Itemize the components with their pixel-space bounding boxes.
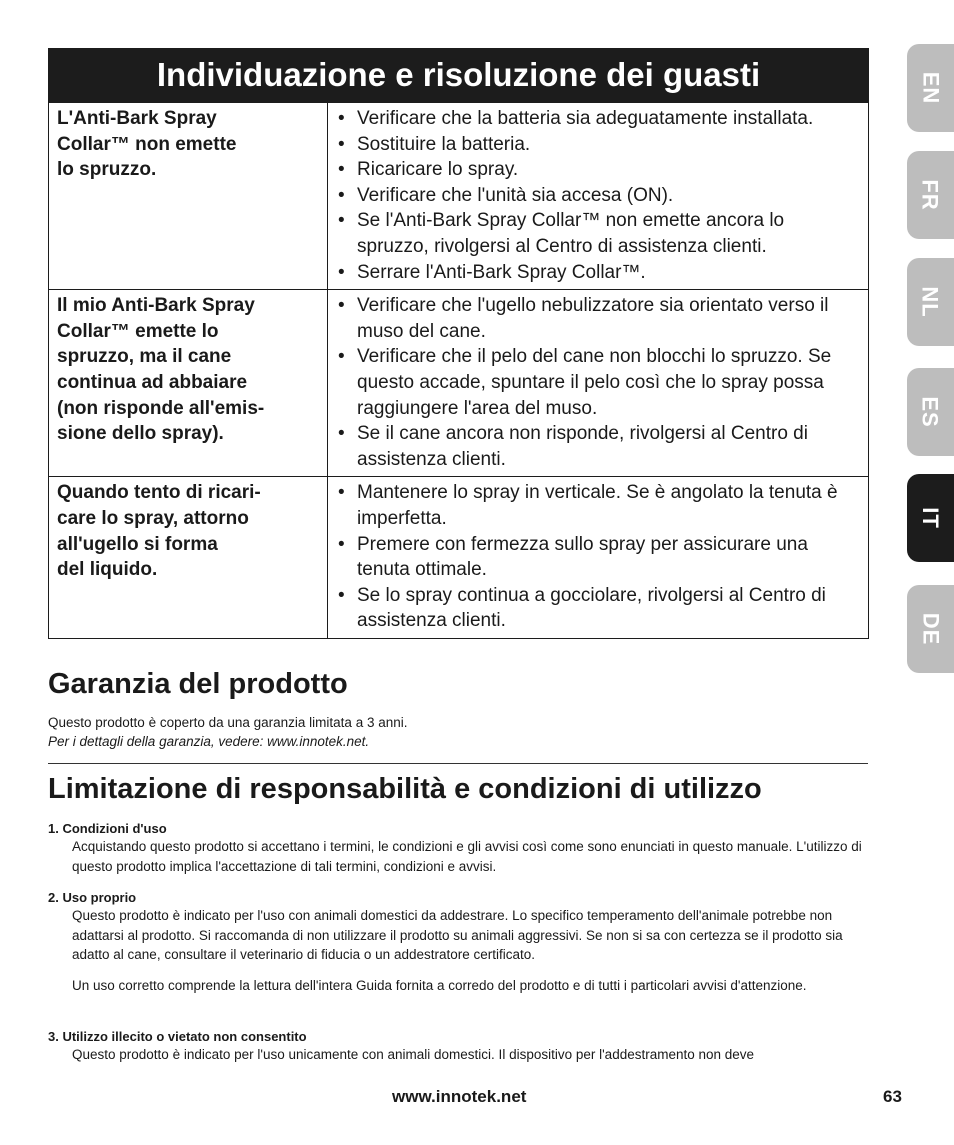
problem-line: all'ugello si forma <box>57 533 218 555</box>
solution-item: • Verificare che l'ugello nebulizzatore sia orientato verso il muso del cane. <box>338 293 860 344</box>
section-title: 2. Uso proprio <box>48 890 137 905</box>
solution-item: • Sostituire la batteria. <box>338 132 860 158</box>
section-paragraph: Questo prodotto è indicato per l'uso unicamente con animali domestici. Il dispositivo per l'addestramento non deve <box>72 1047 755 1062</box>
problem-cell <box>49 477 328 639</box>
warranty-heading: Garanzia del prodotto <box>48 668 348 700</box>
problem-cell <box>49 290 328 477</box>
section-paragraph: Questo prodotto è indicato per l'uso con animali domestici da addestrare. Lo specifico temperamento dell'animale potrebbe non adattarsi al prodotto. Si raccomanda di non utilizzare il prodotto su animali aggressivi. Se non si sa con certezza se il prodotto sia adatto al cane, consultare il veterinario di fiducia o un addestratore certificato. <box>72 908 843 962</box>
solution-list <box>338 106 860 285</box>
warranty-details: Per i dettagli della garanzia, vedere: www.innotek.net. <box>48 734 370 749</box>
table-row <box>49 290 869 477</box>
tab-label: DE <box>918 612 943 646</box>
problem-line: Il mio Anti-Bark Spray <box>57 295 255 317</box>
problem-line: Quando tento di ricari- <box>57 482 261 504</box>
troubleshooting-table <box>48 102 869 639</box>
solution-item: • Premere con fermezza sullo spray per assicurare una tenuta ottimale. <box>338 532 860 583</box>
section-title: 3. Utilizzo illecito o vietato non consentito <box>48 1029 307 1044</box>
solution-item: • Mantenere lo spray in verticale. Se è angolato la tenuta è imperfetta. <box>338 480 860 531</box>
solution-item: • Ricaricare lo spray. <box>338 157 860 183</box>
tab-label: NL <box>917 286 943 318</box>
problem-line: (non risponde all'emis- <box>57 397 265 419</box>
problem-line: care lo spray, attorno <box>57 507 249 529</box>
tab-label: FR <box>917 179 943 211</box>
tab-it[interactable] <box>907 474 954 562</box>
solution-item: • Se il cane ancora non risponde, rivolgersi al Centro di assistenza clienti. <box>338 421 860 472</box>
problem-line: spruzzo, ma il cane <box>57 346 232 368</box>
tab-label: ES <box>917 396 943 428</box>
solution-item: • Serrare l'Anti-Bark Spray Collar™. <box>338 260 860 286</box>
page-number: 63 <box>883 1087 902 1106</box>
solution-item: • Verificare che il pelo del cane non blocchi lo spruzzo. Se questo accade, spuntare il pelo così che lo spray possa raggiungere l'area del muso. <box>338 344 860 421</box>
tab-nl[interactable] <box>907 258 954 346</box>
problem-line: continua ad abbaiare <box>57 371 248 393</box>
warranty-text: Questo prodotto è coperto da una garanzia limitata a 3 anni. <box>48 715 408 730</box>
problem-cell <box>49 103 328 290</box>
solution-list <box>338 293 860 472</box>
divider <box>48 763 868 764</box>
solution-cell <box>328 103 869 290</box>
problem-line: Collar™ non emette <box>57 133 237 155</box>
tab-label: EN <box>918 71 943 105</box>
solution-item: • Verificare che l'unità sia accesa (ON). <box>338 183 860 209</box>
problem-line: sione dello spray). <box>57 423 224 445</box>
limitation-heading: Limitazione di responsabilità e condizioni di utilizzo <box>48 773 762 805</box>
problem-line: del liquido. <box>57 559 158 581</box>
problem-line: Collar™ emette lo <box>57 320 219 342</box>
table-row <box>49 103 869 290</box>
solution-list <box>338 480 860 634</box>
tab-es[interactable] <box>907 368 954 456</box>
tab-fr[interactable] <box>907 151 954 239</box>
solution-cell <box>328 477 869 639</box>
section-paragraph: Un uso corretto comprende la lettura dell'intera Guida fornita a corredo del prodotto e di tutti i particolari avvisi d'attenzione. <box>72 978 807 993</box>
footer-url[interactable]: www.innotek.net <box>392 1087 527 1106</box>
tab-de[interactable] <box>907 585 954 673</box>
solution-item: • Se l'Anti-Bark Spray Collar™ non emette ancora lo spruzzo, rivolgersi al Centro di assistenza clienti. <box>338 208 860 259</box>
tab-label: IT <box>918 507 943 529</box>
section-paragraph: Acquistando questo prodotto si accettano i termini, le condizioni e gli avvisi così come sono enunciati in questo manuale. L'utilizzo di questo prodotto implica l'accettazione di tali termini, condizioni e avvisi. <box>72 839 862 874</box>
tab-en[interactable] <box>907 44 954 132</box>
solution-item: • Verificare che la batteria sia adeguatamente installata. <box>338 106 860 132</box>
problem-line: L'Anti-Bark Spray <box>57 108 217 129</box>
table-row <box>49 477 869 639</box>
problem-line: lo spruzzo. <box>57 159 157 181</box>
solution-cell <box>328 290 869 477</box>
troubleshooting-title: Individuazione e risoluzione dei guasti <box>48 48 869 102</box>
section-title: 1. Condizioni d'uso <box>48 821 167 836</box>
solution-item: • Se lo spray continua a gocciolare, rivolgersi al Centro di assistenza clienti. <box>338 583 860 634</box>
